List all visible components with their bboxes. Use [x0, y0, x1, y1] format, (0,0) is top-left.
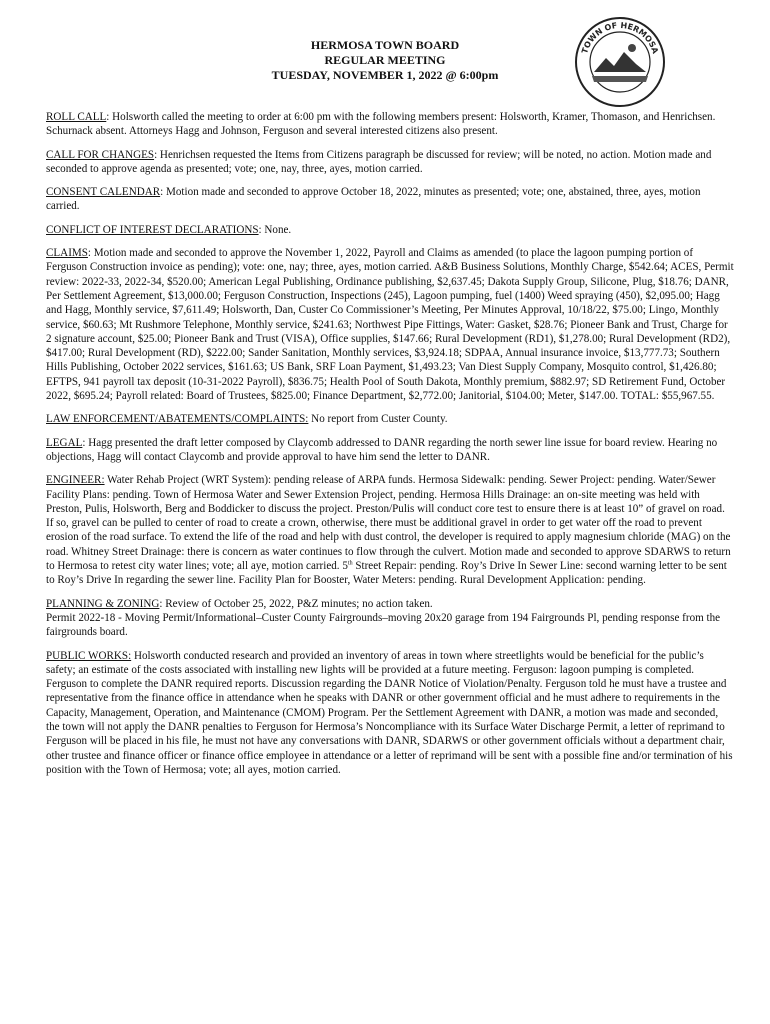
engineer-text-part-a: Water Rehab Project (WRT System): pending release of ARPA funds. Hermosa Sidewalk: pending. Sewer Project: pending. Water/Sewer Facility Plans: pending. Town of Hermosa Water and Sewer Extension Project, pending. Hermosa Hills Drainage: an on-site meeting was held with Preston, Pulis, Holsworth, Berg and Boddicker to discuss the project. Preston/Pulis will conduct core test to ensure there is at least 10” of gravel on road. If so, gravel can be pulled to center of road to create a crown, otherwise, there must be additional gravel in order to get water off the road to prevent erosion of the road surface. To extend the life of the road and help with dust control, the developer is required to apply magnesium chloride (MAG) on the road. Whitney Street Drainage: there is concern as water continues to flow through the culvert. Motion made and seconded to approve SDARWS to return to Hermosa to retest city water lines; vote; all aye, motion carried. 5	[46, 474, 731, 573]
section-call-for-changes	[46, 148, 734, 177]
law-text: No report from Custer County.	[308, 413, 448, 426]
roll-call-text: : Holsworth called the meeting to order at 6:00 pm with the following members present: Holsworth, Kramer, Thomason, and Henrichsen. Schurnack absent. Attorneys Hagg and Johnson, Ferguson and several interested citizens also present.	[46, 111, 716, 138]
header-board-name: HERMOSA TOWN BOARD	[310, 38, 460, 52]
document-header	[200, 38, 570, 83]
legal-heading: LEGAL	[46, 436, 83, 449]
claims-text: : Motion made and seconded to approve the November 1, 2022, Payroll and Claims as amended (to place the lagoon pumping portion of Ferguson Construction invoice as pending); vote: one, nay; three, ayes, motion carried. A&B Business Solutions, Monthly Charge, $542.64; ACES, Permit review: 2022-33, 2022-34, $520.00; American Legal Publishing, Ordinance publishing, $2,637.45; Dakota Supply Group, Silicone, Plug, $18.76; DANR, Per Settlement Agreement, $13,000.00; Ferguson Construction, Inspections (245), Lagoon pumping, fuel (1400) Weed spraying (450), $2,095.00; Hagg and Hagg, Monthly service, $7,611.49; Holsworth, Dan, Custer Co Commissioner’s Meeting, Per Minutes Approval, 10/18/22, $75.00; Lingo, Monthly service, $60.63; Mt Rushmore Telephone, Monthly service, $241.63; Northwest Pipe Fittings, Water: Gasket, $28.76; Pioneer Bank and Trust, Charge for 2 signature account, $25.00; Pioneer Bank and Trust (VISA), Office supplies, $147.66; Rural Development (RD1), $1,278.00; Rural Development (RD2), $417.00; Rural Development (RD), $222.00; Sander Sanitation, Monthly services, $3,924.18; SDPAA, Annual insurance invoice, $13,777.73; Southern Hills Publishing, October 2022 services, $161.63; US Bank, SRF Loan Payment, $1,493.23; Van Diest Supply Company, Mosquito control, $1,426.80; EFTPS, 941 payroll tax deposit (10-31-2022 Payroll), $836.75; Health Pool of South Dakota, Monthly premium, $882.97; SD Retirement Fund, October 2022, $695.24; Payroll related: Board of Trustees, $825.00; Finance Department, $2,772.00; Janitorial, $104.00; Meter, $147.00. TOTAL: $55,967.55.	[46, 247, 734, 403]
engineer-text-part-b: Street Repair: pending. Roy’s Drive In Sewer Line: second warning letter to be sent to Roy’s Drive In regarding the sewer line. Facility Plan for Booster, Water Meters: pending. Rural Development Application: pending.	[46, 560, 727, 587]
planning-text: : Review of October 25, 2022, P&Z minutes; no action taken.	[159, 597, 433, 610]
call-for-changes-text: : Henrichsen requested the Items from Citizens paragraph be discussed for review; will be noted, no action. Motion made and seconded to approve agenda as presented; vote; one, nay, three, ayes, motion carried.	[46, 148, 712, 175]
law-heading: LAW ENFORCEMENT/ABATEMENTS/COMPLAINTS:	[46, 413, 309, 426]
section-law-enforcement	[46, 412, 734, 426]
conflict-text: : None.	[258, 223, 292, 236]
section-roll-call	[46, 110, 734, 139]
section-consent-calendar	[46, 185, 734, 214]
section-conflict-of-interest	[46, 223, 734, 237]
seal-text: TOWN OF HERMOSA	[580, 20, 660, 55]
section-planning-zoning	[46, 597, 734, 640]
public-works-text: Holsworth conducted research and provided an inventory of areas in town where streetlights would be beneficial for the public’s safety; an estimate of the costs associated with installing new lights will be provided at a future meeting. Ferguson: lagoon pumping is completed. Ferguson to complete the DANR required reports. Discussion regarding the DANR Notice of Violation/Penalty. Ferguson told he must have a trustee and representative from the finance office in attendance when he speaks with DANR or other government official and he must adhere to requirements in the Capacity, Management, Operation, and Maintenance (CMOM) Program. Per the Settlement Agreement with DANR, a motion was made and seconded, the town will not apply the DANR penalties to Ferguson for Hermosa’s Noncompliance with its Surface Water Discharge Permit, a letter of reprimand to Ferguson will be placed in his file, he must not have any conversations with DANR, SDARWS or other government officials without a department chair, other trustee and finance officer or finance office employee in attendance or a letter of reprimand will be sent with a possible fine and/or termination of his position with the Town of Hermosa; vote; all ayes, motion carried.	[46, 649, 733, 776]
planning-permit: Permit 2022-18 - Moving Permit/Informational–Custer County Fairgrounds–moving 20x20 garage from 194 Fairgrounds Pl, pending response from the fairgrounds board.	[46, 611, 721, 639]
roll-call-heading: ROLL CALL	[46, 111, 107, 123]
public-works-heading: PUBLIC WORKS:	[46, 649, 132, 662]
claims-heading: CLAIMS	[46, 247, 88, 260]
header-meeting-date: TUESDAY, NOVEMBER 1, 2022 @ 6:00pm	[271, 68, 499, 82]
engineer-heading: ENGINEER:	[46, 474, 105, 487]
minutes-body	[46, 110, 734, 786]
consent-calendar-text: : Motion made and seconded to approve October 18, 2022, minutes as presented; vote; one, abstained, three, ayes, motion carried.	[46, 186, 701, 213]
section-claims	[46, 246, 734, 403]
conflict-heading: CONFLICT OF INTEREST DECLARATIONS	[46, 223, 259, 236]
call-for-changes-heading: CALL FOR CHANGES	[46, 148, 155, 161]
legal-text: : Hagg presented the draft letter composed by Claycomb addressed to DANR regarding the north sewer line issue for board review. Hearing no objections, Hagg will contact Claycomb and provide approval to have him send the letter to DANR.	[46, 436, 718, 463]
town-seal-icon	[572, 14, 668, 110]
section-legal	[46, 436, 734, 465]
section-public-works	[46, 649, 734, 778]
consent-calendar-heading: CONSENT CALENDAR	[46, 186, 161, 199]
header-meeting-type: REGULAR MEETING	[324, 53, 446, 67]
planning-heading: PLANNING & ZONING	[46, 597, 160, 610]
section-engineer	[46, 473, 734, 587]
engineer-ordinal-suffix: th	[347, 560, 353, 567]
